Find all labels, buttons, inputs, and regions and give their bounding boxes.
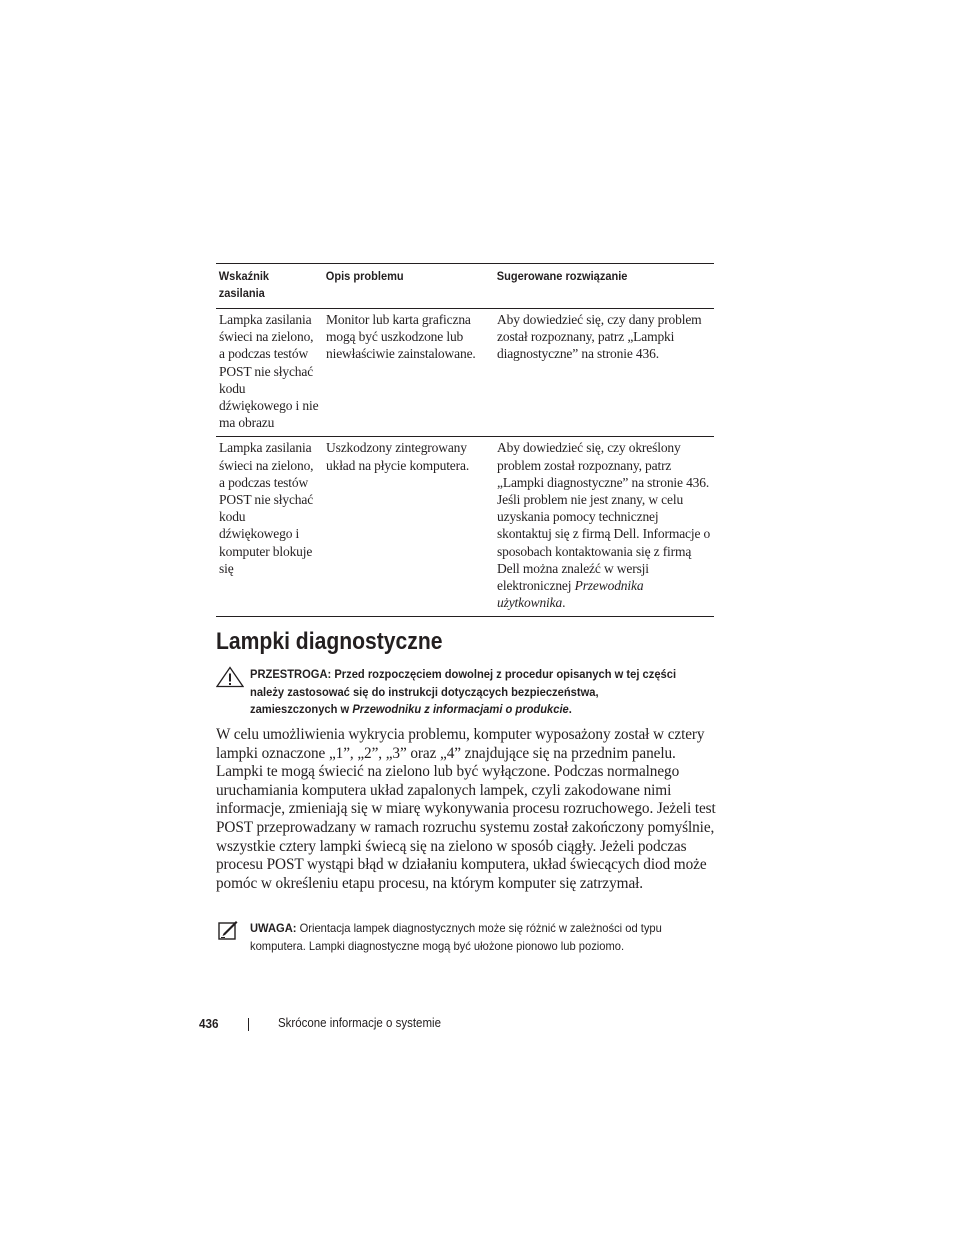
solution-text: Aby dowiedzieć się, czy dany problem został rozpoznany, patrz „Lampki diagnostyczne” na stronie 436. (497, 312, 702, 362)
caution-notice (216, 666, 714, 719)
note-text (250, 920, 682, 955)
solution-italic-text: Przewodnika użytkownika (497, 578, 644, 611)
cell-indicator: Lampka zasilania świeci na zielono, a podczas testów POST nie słychać kodu dźwiękowego i nie ma obrazu (216, 309, 323, 437)
solution-end: . (562, 595, 566, 611)
caution-label: PRZESTROGA: (250, 667, 332, 681)
solution-text: Aby dowiedzieć się, czy określony problem został rozpoznany, patrz „Lampki diagnostyczne” na stronie 436. Jeśli problem nie jest znany, w celu uzyskania pomocy technicznej skontaktuj się z firmą Dell. Informacje o sposobach kontaktowania się z firmą Dell można znaleźć w wersji elektronicznej (497, 440, 711, 594)
table-header-row (216, 264, 714, 309)
cell-solution (494, 309, 714, 437)
troubleshooting-table (216, 263, 714, 617)
caution-end: . (568, 702, 572, 716)
caution-text (250, 666, 682, 719)
footer-title: Skrócone informacje o systemie (278, 1016, 441, 1030)
note-label: UWAGA: (250, 921, 297, 935)
header-problem-description: Opis problemu (323, 264, 480, 309)
table-row (216, 309, 714, 437)
cell-problem: Uszkodzony zintegrowany układ na płycie komputera. (323, 437, 494, 617)
table-row (216, 437, 714, 617)
cell-solution (494, 437, 714, 617)
note-body: Orientacja lampek diagnostycznych może się różnić w zależności od typu komputera. Lampki diagnostyczne mogą być ułożone pionowo lub poziomo. (250, 921, 662, 953)
header-power-indicator: Wskaźnik zasilania (216, 264, 314, 309)
note-pencil-icon (216, 920, 238, 947)
caution-italic: Przewodniku z informacjami o produkcie (352, 702, 569, 716)
warning-triangle-icon (216, 666, 244, 693)
note-notice (216, 920, 714, 955)
body-paragraph: W celu umożliwienia wykrycia problemu, komputer wyposażony został w cztery lampki oznaczone „1”, „2”, „3” oraz „4” znajdujące się na przednim panelu. Lampki te mogą świecić na zielono lub być wyłączone. Podczas normalnego uruchamiania komputera układ zapalonych lampek, czyli zakodowane nimi informacje, zmieniają się w miarę wykonywania procesu rozruchowego. Jeżeli test POST przeprowadzany w ramach rozruchu systemu został zakończony pomyślnie, wszystkie cztery lampki świecą się na zielono w sposób ciągły. Jeżeli podczas procesu POST wystąpi błąd w działaniu komputera, układ świecących diod może pomóc w określeniu etapu procesu, na którym komputer się zatrzymał. (216, 726, 716, 892)
caution-body: Przed rozpoczęciem dowolnej z procedur opisanych w tej części należy zastosować się do instrukcji dotyczących bezpieczeństwa, zamieszczonych w (250, 667, 677, 716)
cell-problem: Monitor lub karta graficzna mogą być uszkodzone lub niewłaściwie zainstalowane. (323, 309, 494, 437)
page-number: 436 (199, 1016, 219, 1031)
header-suggested-solution: Sugerowane rozwiązanie (494, 264, 696, 309)
footer-divider (248, 1018, 249, 1031)
section-heading: Lampki diagnostyczne (216, 628, 443, 655)
cell-indicator: Lampka zasilania świeci na zielono, a podczas testów POST nie słychać kodu dźwiękowego i komputer blokuje się (216, 437, 323, 617)
